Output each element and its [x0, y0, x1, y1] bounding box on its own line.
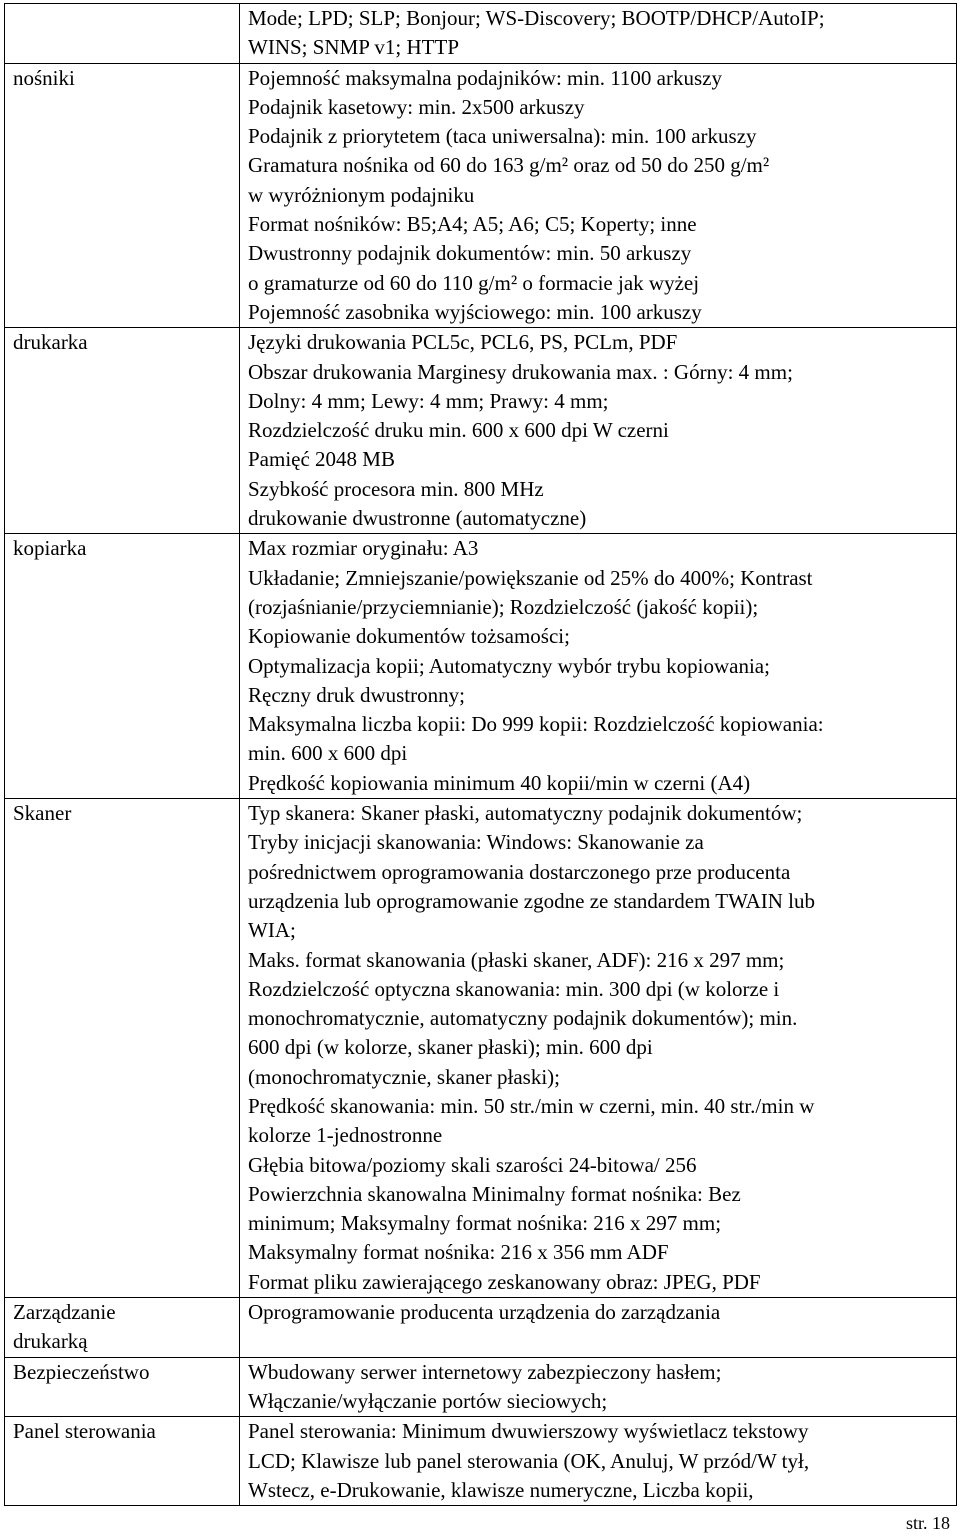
- spec-value-line: Optymalizacja kopii; Automatyczny wybór trybu kopiowania;: [248, 653, 770, 678]
- spec-label-cell: [5, 328, 240, 534]
- spec-value-line: Maksymalna liczba kopii: Do 999 kopii: Rozdzielczość kopiowania:: [248, 712, 824, 737]
- spec-row: [5, 799, 957, 1298]
- spec-value-line: Format pliku zawierającego zeskanowany obraz: JPEG, PDF: [248, 1269, 761, 1294]
- spec-label-cell: [5, 1417, 240, 1506]
- spec-value-cell: [240, 4, 957, 64]
- spec-label-cell: [5, 799, 240, 1298]
- spec-value-cell: [240, 799, 957, 1298]
- spec-row: [5, 534, 957, 799]
- spec-value-line: Dolny: 4 mm; Lewy: 4 mm; Prawy: 4 mm;: [248, 388, 609, 413]
- spec-row: [5, 63, 957, 328]
- spec-value-line: Maks. format skanowania (płaski skaner, ADF): 216 x 297 mm;: [248, 947, 785, 972]
- spec-value-line: LCD; Klawisze lub panel sterowania (OK, Anuluj, W przód/W tył,: [248, 1448, 810, 1473]
- spec-value-line: Pojemność maksymalna podajników: min. 1100 arkuszy: [248, 65, 722, 90]
- spec-label-text: Zarządzanie: [13, 1300, 116, 1325]
- spec-value-line: WIA;: [248, 918, 296, 943]
- spec-value-line: Oprogramowanie producenta urządzenia do zarządzania: [248, 1300, 721, 1325]
- spec-label-cell: [5, 63, 240, 328]
- spec-value-line: Podajnik z priorytetem (taca uniwersalna): min. 100 arkuszy: [248, 124, 757, 149]
- spec-value-line: Gramatura nośnika od 60 do 163 g/m² oraz od 50 do 250 g/m²: [248, 153, 770, 178]
- spec-value-line: Włączanie/wyłączanie portów sieciowych;: [248, 1388, 608, 1413]
- spec-value-line: Max rozmiar oryginału: A3: [248, 536, 479, 561]
- spec-value-line: w wyróżnionym podajniku: [248, 182, 475, 207]
- spec-value-line: Panel sterowania: Minimum dwuwierszowy wyświetlacz tekstowy: [248, 1419, 809, 1444]
- spec-value-cell: [240, 534, 957, 799]
- spec-value-line: (rozjaśnianie/przyciemnianie); Rozdzielczość (jakość kopii);: [248, 594, 759, 619]
- spec-value-line: Głębia bitowa/poziomy skali szarości 24-bitowa/ 256: [248, 1152, 697, 1177]
- spec-label-cell: [5, 534, 240, 799]
- spec-value-line: Wstecz, e-Drukowanie, klawisze numeryczne, Liczba kopii,: [248, 1477, 754, 1502]
- spec-value-line: Mode; LPD; SLP; Bonjour; WS-Discovery; BOOTP/DHCP/AutoIP;: [248, 6, 825, 30]
- spec-value-line: Prędkość skanowania: min. 50 str./min w czerni, min. 40 str./min w: [248, 1093, 815, 1118]
- spec-value-cell: [240, 63, 957, 328]
- spec-value-cell: [240, 1417, 957, 1506]
- spec-label-cell: [5, 4, 240, 64]
- spec-label-text: drukarką: [13, 1329, 88, 1354]
- spec-value-line: Szybkość procesora min. 800 MHz: [248, 476, 544, 501]
- spec-row: [5, 1417, 957, 1506]
- spec-value-line: Typ skanera: Skaner płaski, automatyczny podajnik dokumentów;: [248, 801, 803, 826]
- spec-row: [5, 328, 957, 534]
- spec-value-line: Maksymalny format nośnika: 216 x 356 mm ADF: [248, 1240, 669, 1265]
- spec-value-line: min. 600 x 600 dpi: [248, 741, 408, 766]
- spec-value-line: urządzenia lub oprogramowanie zgodne ze standardem TWAIN lub: [248, 888, 815, 913]
- spec-value-line: Powierzchnia skanowalna Minimalny format nośnika: Bez: [248, 1181, 741, 1206]
- spec-label-text: Panel sterowania: [13, 1419, 156, 1444]
- spec-value-line: Rozdzielczość optyczna skanowania: min. 300 dpi (w kolorze i: [248, 976, 780, 1001]
- spec-value-cell: [240, 1298, 957, 1358]
- spec-label-text: [13, 4, 231, 33]
- spec-value-line: Kopiowanie dokumentów tożsamości;: [248, 624, 570, 649]
- spec-value-line: pośrednictwem oprogramowania dostarczonego prze producenta: [248, 859, 791, 884]
- spec-value-line: monochromatycznie, automatyczny podajnik dokumentów); min.: [248, 1006, 798, 1031]
- spec-value-line: Ręczny druk dwustronny;: [248, 682, 465, 707]
- spec-value-line: Języki drukowania PCL5c, PCL6, PS, PCLm, PDF: [248, 330, 678, 355]
- spec-value-line: Pamięć 2048 MB: [248, 447, 395, 472]
- spec-value-line: Dwustronny podajnik dokumentów: min. 50 arkuszy: [248, 241, 692, 266]
- spec-label-cell: [5, 1298, 240, 1358]
- spec-value-line: 600 dpi (w kolorze, skaner płaski); min. 600 dpi: [248, 1035, 653, 1060]
- spec-value-line: Pojemność zasobnika wyjściowego: min. 100 arkuszy: [248, 299, 702, 324]
- spec-value-line: Format nośników: B5;A4; A5; A6; C5; Koperty; inne: [248, 212, 697, 237]
- spec-value-line: WINS; SNMP v1; HTTP: [248, 35, 459, 60]
- spec-value-line: Podajnik kasetowy: min. 2x500 arkuszy: [248, 94, 585, 119]
- spec-row: [5, 4, 957, 64]
- spec-label-cell: [5, 1357, 240, 1417]
- page-number: str. 18: [905, 1513, 950, 1533]
- spec-label-text: drukarka: [13, 330, 88, 355]
- spec-value-line: Rozdzielczość druku min. 600 x 600 dpi W czerni: [248, 418, 669, 443]
- spec-value-line: o gramaturze od 60 do 110 g/m² o formacie jak wyżej: [248, 270, 700, 295]
- spec-value-line: (monochromatycznie, skaner płaski);: [248, 1064, 560, 1089]
- spec-value-cell: [240, 328, 957, 534]
- spec-label-text: Bezpieczeństwo: [13, 1359, 150, 1384]
- specification-table-body: [5, 4, 957, 1506]
- spec-label-text: kopiarka: [13, 536, 87, 561]
- spec-label-text: nośniki: [13, 65, 75, 90]
- spec-row: [5, 1357, 957, 1417]
- spec-value-line: Układanie; Zmniejszanie/powiększanie od 25% do 400%; Kontrast: [248, 565, 813, 590]
- spec-value-line: kolorze 1-jednostronne: [248, 1123, 443, 1148]
- spec-value-line: drukowanie dwustronne (automatyczne): [248, 506, 587, 531]
- spec-value-line: Tryby inicjacji skanowania: Windows: Skanowanie za: [248, 830, 704, 855]
- specification-table: [4, 3, 957, 1506]
- spec-value-line: Obszar drukowania Marginesy drukowania max. : Górny: 4 mm;: [248, 359, 793, 384]
- spec-label-text: Skaner: [13, 801, 72, 826]
- spec-value-line: Prędkość kopiowania minimum 40 kopii/min w czerni (A4): [248, 770, 751, 795]
- spec-row: [5, 1298, 957, 1358]
- spec-value-line: minimum; Maksymalny format nośnika: 216 x 297 mm;: [248, 1211, 722, 1236]
- spec-value-cell: [240, 1357, 957, 1417]
- spec-value-line: Wbudowany serwer internetowy zabezpieczony hasłem;: [248, 1359, 722, 1384]
